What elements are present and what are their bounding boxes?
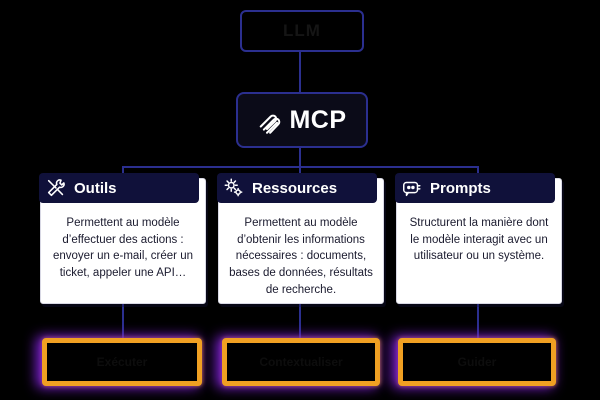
connector-card-3-to-bottom	[477, 302, 479, 338]
tools-icon	[45, 177, 67, 199]
card-prompts-title: Prompts	[430, 179, 491, 197]
connector-card-1-to-bottom	[122, 302, 124, 338]
node-llm	[240, 10, 364, 52]
chat-bot-icon	[401, 177, 423, 199]
card-outils-header	[39, 173, 199, 203]
bottom-box-executer	[42, 338, 202, 386]
card-ressources-header	[217, 173, 377, 203]
card-ressources-title: Ressources	[252, 179, 338, 197]
bottom-box-executer-label: Exécuter	[96, 355, 148, 369]
bottom-box-guider	[398, 338, 556, 386]
node-mcp	[236, 92, 368, 148]
card-prompts-header	[395, 173, 555, 203]
bottom-box-contextualiser	[222, 338, 380, 386]
node-llm-label: LLM	[283, 21, 321, 40]
gears-icon	[223, 177, 245, 199]
card-prompts	[396, 178, 562, 304]
connector-llm-to-mcp	[299, 48, 301, 92]
bottom-box-guider-label: Guider	[457, 355, 497, 369]
mcp-logo-icon	[257, 109, 279, 131]
card-ressources-body: Permettent au modèle d’obtenir les informations nécessaires : documents, bases de données, résultats de recherche.	[229, 217, 373, 296]
card-ressources	[218, 178, 384, 304]
connector-card-2-to-bottom	[299, 302, 301, 338]
card-outils-title: Outils	[74, 179, 117, 197]
card-prompts-body: Structurent la manière dont le modèle interagit avec un utilisateur ou un système.	[409, 217, 549, 263]
node-mcp-label: MCP	[289, 105, 347, 134]
card-outils-body: Permettent au modèle d’effectuer des actions : envoyer un e-mail, créer un ticket, appeler une API…	[53, 217, 193, 280]
bottom-box-contextualiser-label: Contextualiser	[259, 355, 343, 369]
card-outils	[40, 178, 206, 304]
